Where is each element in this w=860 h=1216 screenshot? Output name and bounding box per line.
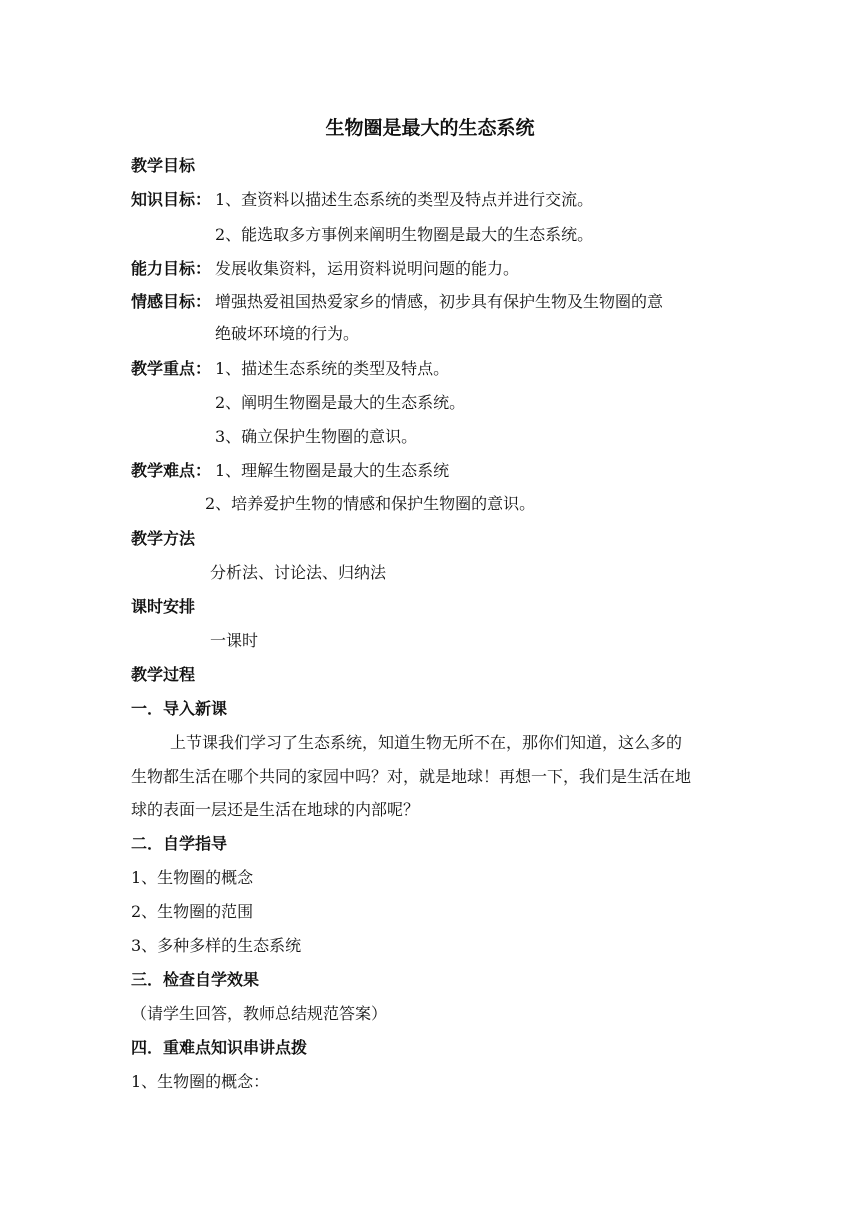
knowledge-goal-item: 1、查资料以描述生态系统的类型及特点并进行交流。 — [215, 190, 594, 209]
key-points-label: 教学重点： — [131, 359, 212, 378]
section4-item: 1、生物圈的概念： — [131, 1072, 270, 1091]
knowledge-goals-label: 知识目标： — [131, 190, 212, 209]
difficulties-label: 教学难点： — [131, 461, 212, 480]
difficulty-item: 1、理解生物圈是最大的生态系统 — [215, 461, 450, 480]
schedule-heading: 课时安排 — [131, 597, 196, 616]
key-point-item: 3、确立保护生物圈的意识。 — [215, 427, 418, 446]
section2-heading: 二．自学指导 — [131, 834, 228, 853]
method-text: 分析法、讨论法、归纳法 — [210, 563, 387, 582]
emotion-goals-text-line2: 绝破坏环境的行为。 — [215, 324, 360, 343]
section3-heading: 三．检查自学效果 — [131, 970, 260, 989]
key-point-item: 1、描述生态系统的类型及特点。 — [215, 359, 450, 378]
ability-goals-label: 能力目标： — [131, 259, 212, 278]
section2-item: 3、多种多样的生态系统 — [131, 936, 302, 955]
section1-heading: 一．导入新课 — [131, 699, 228, 718]
method-heading: 教学方法 — [131, 529, 196, 548]
emotion-goals-label: 情感目标： — [131, 292, 212, 311]
document-title: 生物圈是最大的生态系统 — [325, 117, 535, 139]
teaching-goals-heading: 教学目标 — [131, 156, 196, 175]
ability-goals-text: 发展收集资料，运用资料说明问题的能力。 — [215, 259, 520, 278]
section1-paragraph-line: 球的表面一层还是生活在地球的内部呢？ — [131, 800, 420, 819]
process-heading: 教学过程 — [131, 665, 196, 684]
emotion-goals-text-line1: 增强热爱祖国热爱家乡的情感，初步具有保护生物及生物圈的意 — [215, 292, 664, 311]
section2-item: 1、生物圈的概念 — [131, 868, 254, 887]
section1-paragraph-line: 上节课我们学习了生态系统，知道生物无所不在，那你们知道，这么多的 — [170, 733, 683, 752]
section4-heading: 四．重难点知识串讲点拨 — [131, 1038, 308, 1057]
section1-paragraph-line: 生物都生活在哪个共同的家园中吗？对，就是地球！再想一下，我们是生活在地 — [131, 767, 692, 786]
section3-text: （请学生回答，教师总结规范答案） — [131, 1004, 388, 1023]
key-point-item: 2、阐明生物圈是最大的生态系统。 — [215, 393, 466, 412]
section2-item: 2、生物圈的范围 — [131, 902, 254, 921]
difficulty-item: 2、培养爱护生物的情感和保护生物圈的意识。 — [205, 494, 536, 513]
knowledge-goal-item: 2、能选取多方事例来阐明生物圈是最大的生态系统。 — [215, 225, 594, 244]
schedule-text: 一课时 — [210, 631, 259, 650]
